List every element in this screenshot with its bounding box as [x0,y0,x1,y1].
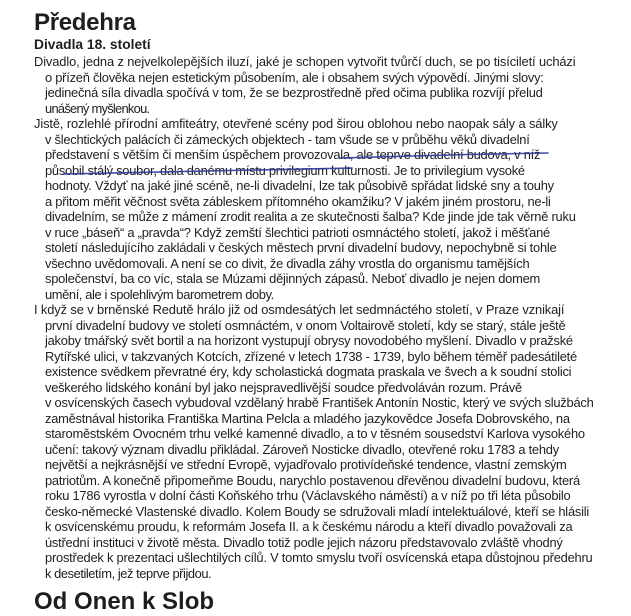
text-line: v ruce „báseň“ a „pravda“? Když zemští šlechtici patrioti osmnáctého století, jakož i měšťané [45,224,550,240]
document-page [34,10,626,581]
text-line: působil stálý soubor, dala danému místu privilegium kulturnosti. Je to privilegium vysoké [45,162,525,178]
text-line: hodnoty. Vždyť na jaké jiné scéně, ne-li divadelní, lze tak působivě spřádat lidské sny a touhy [45,178,554,193]
text-line: a přitom měřit věčnost světa zábleskem přítomného okamžiku? V jakém jiném prostoru, ne-li [45,193,551,209]
text-line: existence svědkem převratné éry, kdy scholastická dogmata praskala ve švech a k soudní stolici [45,364,572,379]
text-line: umění, ale i spolehlivým barometrem doby. [45,286,274,302]
paragraph [34,302,626,581]
text-line: první divadelní budovy ve století osmnáctém, v onom Voltairově století, kdy se starý, stále ještě [45,317,566,333]
text-line: patriotům. A konečně připomeňme Boudu, narychlo postavenou dřevěnou divadelní budovu, která [45,472,580,488]
text-line: prostředek k prezentaci ušlechtilých cílů. V tomto smyslu tvoří osvícenská etapa důstojnou předehru [45,550,593,565]
text-line: I když se v brněnské Redutě hrálo již od osmdesátých let sedmnáctého století, v Praze vznikají [34,302,565,317]
text-line: roku 1786 vyrostla v dolní části Koňského trhu (Václavského náměstí) a v níž po tři léta působilo [45,488,571,503]
text-line: ústřední instituci v životě města. Divadlo totiž podle jejich názoru představovalo zvláště vhodný [45,534,563,550]
text-line: k desetiletím, jež teprve přijdou. [45,565,212,581]
text-line: všechno uvědomovali. A není se co divit, že divadla záhy vrostla do organismu tamějších [45,255,530,271]
text-line: unášený myšlenkou. [45,100,150,116]
text-line: společenství, ba co víc, stala se Múzami dějinných zápasů. Neboť divadlo je nejen domem [45,271,540,286]
text-line: Rytířské ulici, v takzvaných Kotcích, zřízené v letech 1738 - 1739, bylo během téměř padesátileté [45,348,577,364]
text-line: v osvícenských časech vybudoval vzdělaný hrabě František Antonín Nostic, který ve svých službách [45,395,594,410]
text-line: k osvícenskému proudu, k reformám Josefa II. a k českému národu a kteří divadlo považovali za [45,519,573,534]
text-line: století následujícího zakládali v českých městech první divadelní budovy, nepochybně si tohle [45,240,557,255]
text-line: o přízeň člověka nejen estetickým působením, ale i obsahem svých výpovědí. Jinými slovy: [45,69,544,85]
text-line: veškerého lidského konání byl jako nejspravedlivější soudce předvoláván rozum. Právě [45,379,522,395]
text-line: divadelním, se může z mámení zrodit realita a ze skutečnosti šalba? Kde jinde jde tak věrně ruku [45,209,576,224]
text-line: představení s větším či menším úspěchem provozovala, ale teprve divadelní budova, v níž [45,147,541,162]
text-line: Divadlo, jedna z nejvelkolepějších iluzí, jaké je schopen vytvořit tvůrčí duch, se po tisíciletí ucházi [34,54,576,69]
next-chapter-heading: Od Onen k Slob [34,588,215,615]
body-text [34,54,626,581]
chapter-title: Předehra [34,9,136,36]
text-line: Jistě, rozlehlé přírodní amfiteátry, otevřené scény pod širou oblohou nebo naopak sály a sálky [34,116,558,131]
text-line: v šlechtických palácích či zámeckých objektech - tam všude se v průběhu věků divadelní [45,131,530,147]
chapter-subtitle: Divadla 18. století [34,37,151,52]
text-line: staroměstském Ovocném trhu velké kamenné divadlo, a to v těsném sousedství Karlova vysokého [45,426,585,441]
text-line: česko-německé Vlastenské divadlo. Kolem Boudy se sdružovali mladí intelektuálové, kteří se hlásili [45,503,589,519]
text-line: zaměstnával historika Františka Martina Pelcla a mladého jazykovědce Josefa Dobrovského, na [45,410,570,426]
text-line: jakoby tmářský svět bortil a na horizont vystupují obrysy novodobého myšlení. Divadlo v pražské [45,333,573,348]
text-line: jedinečná síla divadla spočívá v tom, že se bezprostředně před očima publika rozvíjí přelud [45,85,543,100]
text-line: učení: takový význam divadlu přikládal. Zároveň Nosticke divadlo, otevřené roku 1783 a tehdy [45,441,559,457]
text-line: největší a nejkrásnější ve střední Evropě, vyjadřovalo protivídeňské tendence, vlastní zemským [45,457,567,472]
paragraph [34,116,626,302]
paragraph [34,54,626,116]
